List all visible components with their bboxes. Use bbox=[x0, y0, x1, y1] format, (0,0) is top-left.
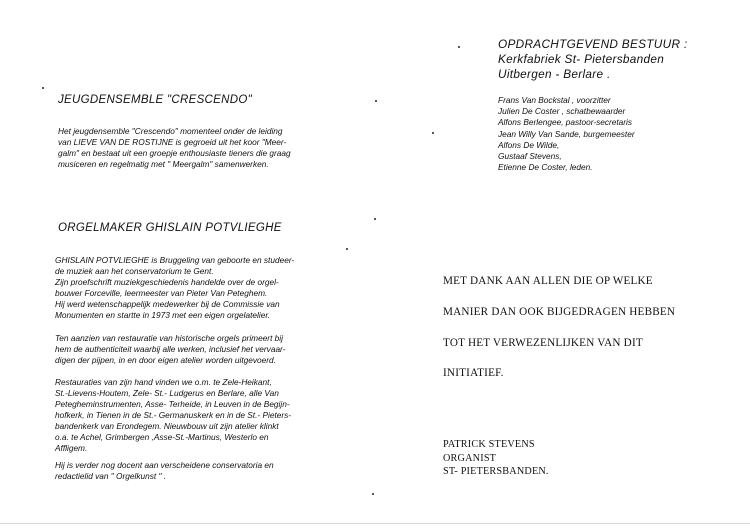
orgelmaker-paragraph-1 bbox=[55, 255, 294, 321]
signature-line: ST- PIETERSBANDEN. bbox=[443, 466, 549, 477]
board-member: Alfons Berlengee, pastoor-secretaris bbox=[498, 117, 633, 128]
crescendo-title: JEUGDENSEMBLE "CRESCENDO" bbox=[58, 94, 252, 106]
text-line: bandenkerk van Erondegem. Nieuwbouw uit zijn atelier klinkt bbox=[55, 421, 279, 431]
scan-speck bbox=[374, 218, 376, 220]
thanks-line: MET DANK AAN ALLEN DIE OP WELKE bbox=[443, 275, 653, 287]
text-line: Zijn proefschrift muziekgeschiedenis handelde over de orgel- bbox=[55, 277, 279, 287]
board-title-line: OPDRACHTGEVEND BESTUUR : bbox=[498, 37, 688, 51]
text-line: Ten aanzien van restauratie van historische orgels primeert bij bbox=[55, 333, 283, 343]
board-member: Gustaaf Stevens, bbox=[498, 151, 562, 162]
orgelmaker-paragraph-3 bbox=[55, 377, 291, 454]
thanks-line: TOT HET VERWEZENLIJKEN VAN DIT bbox=[443, 337, 643, 349]
orgelmaker-title: ORGELMAKER GHISLAIN POTVLIEGHE bbox=[58, 222, 282, 234]
signature-line: PATRICK STEVENS bbox=[443, 439, 535, 450]
scan-edge-line bbox=[0, 523, 750, 524]
board-title bbox=[498, 37, 687, 82]
text-line: hofkerk, in Tienen in de St.- Germanuskerk en in de St.- Pieters- bbox=[55, 410, 292, 420]
signature-block bbox=[443, 438, 549, 479]
text-line: Restauraties van zijn hand vinden we o.m. te Zele-Heikant, bbox=[55, 377, 272, 387]
scan-speck bbox=[458, 46, 460, 48]
text-line: Hij is verder nog docent aan verscheidene conservatoria en bbox=[55, 460, 274, 470]
orgelmaker-paragraph-2 bbox=[55, 333, 285, 366]
board-members bbox=[498, 95, 635, 173]
text-line: Het jeugdensemble "Crescendo" momenteel onder de leiding bbox=[58, 126, 283, 136]
text-line: St.-Lievens-Houtem, Zele- St.- Ludgerus en Berlare, alle Van bbox=[55, 388, 279, 398]
text-line: o.a. te Achel, Grimbergen ,Asse-St.-Martinus, Westerlo en bbox=[55, 432, 269, 442]
signature-line: ORGANIST bbox=[443, 452, 497, 464]
text-line: musiceren en regelmatig met " Meergalm" samenwerken. bbox=[58, 159, 269, 169]
board-member: Julien De Coster , schatbewaarder bbox=[498, 106, 626, 117]
board-member: Frans Van Bockstal , voorzitter bbox=[498, 95, 611, 105]
scan-speck bbox=[42, 87, 44, 89]
board-member: Jean Willy Van Sande, burgemeester bbox=[498, 128, 635, 139]
scan-speck bbox=[375, 100, 377, 102]
scan-speck bbox=[432, 132, 434, 134]
text-line: Petegheminstrumenten, Asse- Terheide, in Leuven in de Begijn- bbox=[55, 399, 290, 409]
text-line: van LIEVE VAN DE ROSTIJNE is gegroeid uit het koor "Meer- bbox=[58, 137, 287, 147]
text-line: hem de authenticiteit waarbij alle werken, inclusief het vervaar- bbox=[55, 344, 286, 354]
scan-speck bbox=[346, 248, 348, 250]
text-line: Monumenten en startte in 1973 met een eigen orgelatelier. bbox=[55, 310, 271, 320]
text-line: Hij werd wetenschappelijk medewerker bij de Commissie van bbox=[55, 299, 280, 309]
board-title-line: Kerkfabriek St- Pietersbanden bbox=[498, 52, 665, 66]
text-line: Affligem. bbox=[55, 443, 88, 453]
thanks-line: INITIATIEF. bbox=[443, 367, 504, 379]
text-line: bouwer Forceville, leermeester van Pieter Van Peteghem. bbox=[55, 288, 268, 298]
scan-speck bbox=[372, 493, 374, 495]
thanks-line: MANIER DAN OOK BIJGEDRAGEN HEBBEN bbox=[443, 306, 676, 318]
text-line: de muziek aan het conservatorium te Gent. bbox=[55, 266, 214, 276]
orgelmaker-paragraph-4 bbox=[55, 460, 274, 482]
text-line: redactielid van " Orgelkunst " . bbox=[55, 471, 167, 481]
board-title-line: Uitbergen - Berlare . bbox=[498, 67, 611, 81]
text-line: digen der pijpen, in en door eigen atelier worden uitgevoerd. bbox=[55, 355, 276, 365]
text-line: galm" en bestaat uit een groepje enthousiaste tieners die graag bbox=[58, 148, 291, 158]
text-line: GHISLAIN POTVLIEGHE is Bruggeling van geboorte en studeer- bbox=[55, 255, 295, 265]
crescendo-text bbox=[58, 126, 291, 170]
board-member: Etienne De Coster, leden. bbox=[498, 162, 593, 173]
board-member: Alfons De Wilde, bbox=[498, 139, 560, 150]
